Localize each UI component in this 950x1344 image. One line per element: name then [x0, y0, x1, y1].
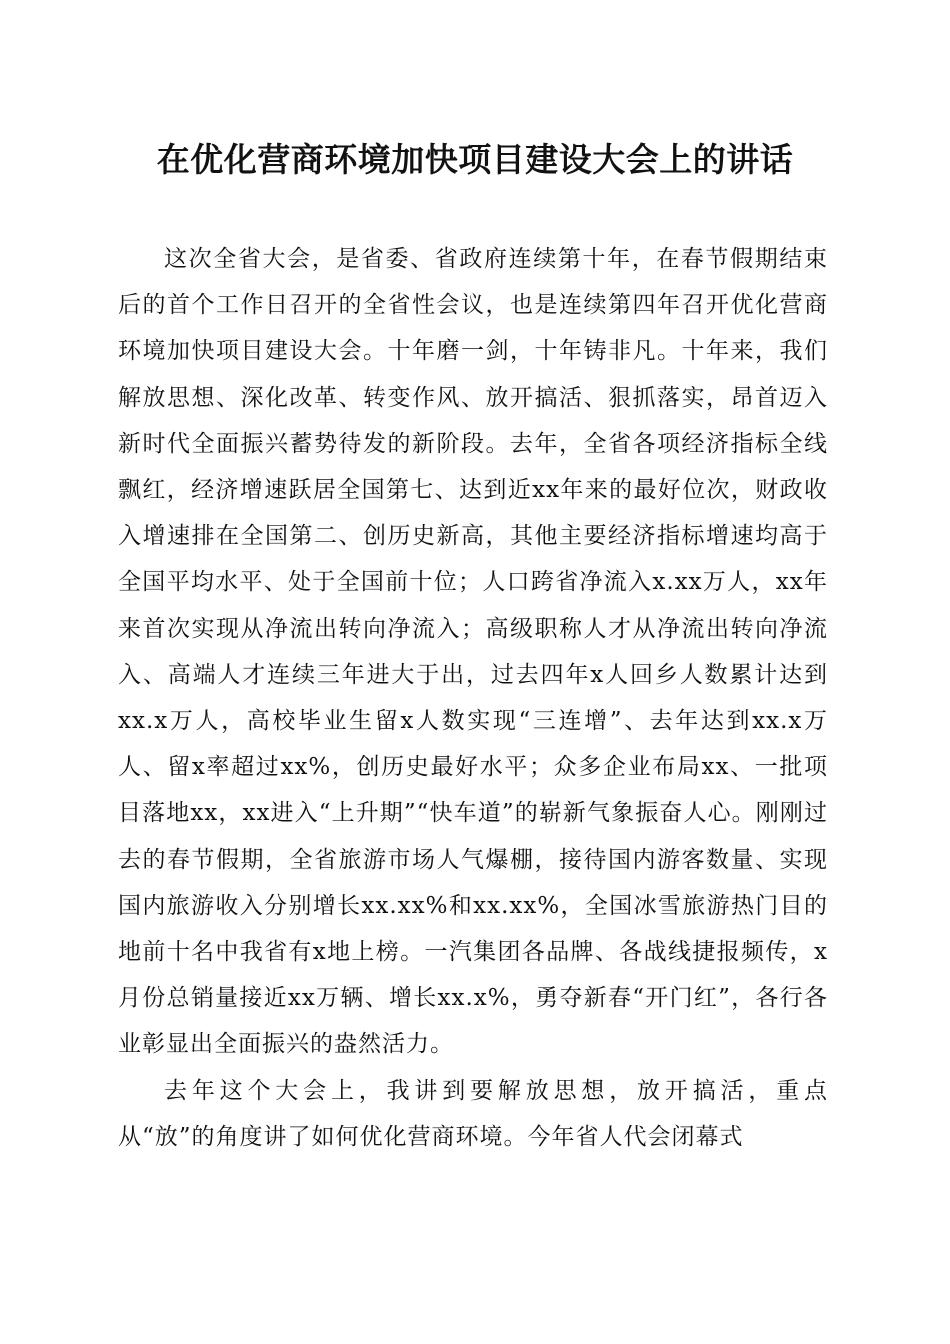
page-title: 在优化营商环境加快项目建设大会上的讲话	[156, 140, 794, 179]
document-body	[118, 236, 828, 1160]
paragraph: 这次全省大会，是省委、省政府连续第十年，在春节假期结束后的首个工作日召开的全省性会议，也是连续第四年召开优化营商环境加快项目建设大会。十年磨一剑，十年铸非凡。十年来，我们解放思想、深化改革、转变作风、放开搞活、狠抓落实，昂首迈入新时代全面振兴蓄势待发的新阶段。去年，全省各项经济指标全线飘红，经济增速跃居全国第七、达到近xx年来的最好位次，财政收入增速排在全国第二、创历史新高，其他主要经济指标增速均高于全国平均水平、处于全国前十位；人口跨省净流入x.xx万人，xx年来首次实现从净流出转向净流入；高级职称人才从净流出转向净流入、高端人才连续三年进大于出，过去四年x人回乡人数累计达到xx.x万人，高校毕业生留x人数实现“三连增”、去年达到xx.x万人、留x率超过xx%，创历史最好水平；众多企业布局xx、一批项目落地xx，xx进入“上升期”“快车道”的崭新气象振奋人心。刚刚过去的春节假期，全省旅游市场人气爆棚，接待国内游客数量、实现国内旅游收入分别增长xx.xx%和xx.xx%，全国冰雪旅游热门目的地前十名中我省有x地上榜。一汽集团各品牌、各战线捷报频传，x月份总销量接近xx万辆、增长xx.x%，勇夺新春“开门红”，各行各业彰显出全面振兴的盎然活力。	[118, 246, 828, 1058]
paragraph: 去年这个大会上，我讲到要解放思想，放开搞活，重点从“放”的角度讲了如何优化营商环境。今年省人代会闭幕式	[118, 1077, 828, 1150]
